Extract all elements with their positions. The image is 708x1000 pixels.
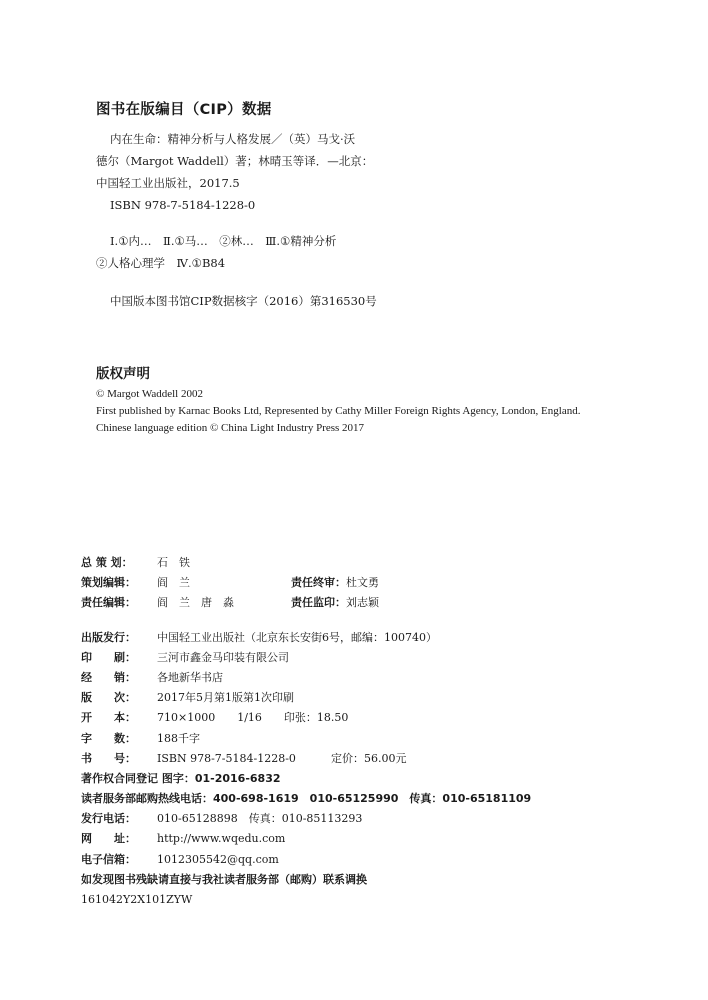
credit-value: 阎 兰 唐 淼 [157,596,234,610]
pub-printer [81,648,641,668]
credit-responsible-editor [81,593,641,613]
credit-label: 责任监印： [291,596,346,610]
pub-label: 字 数： [81,731,136,745]
credit-label: 责任编辑： [81,596,136,610]
pub-reader-service: 读者服务部邮购热线电话：400-698-1619 010-65125990 传真：010-65181109 [81,792,532,806]
pub-code: 161042Y2X101ZYW [81,893,193,906]
pub-defect-notice: 如发现图书残缺请直接与我社读者服务部（邮购）联系调换 [81,872,367,886]
credit-label: 责任终审： [291,576,346,590]
pub-label: 网 址： [81,832,136,846]
pub-value: 各地新华书店 [157,670,223,684]
credit-supervisor [291,593,379,613]
pub-label: 发行电话： [81,812,136,826]
cip-classification-2: ②人格心理学 Ⅳ.①B84 [96,256,226,270]
pub-value: 三河市鑫金马印装有限公司 [157,650,289,664]
credit-value: 刘志颖 [346,596,379,610]
cip-record [96,128,386,312]
credits-block [81,553,641,910]
pub-email [81,850,641,870]
pub-distribution-phone [81,809,641,829]
pub-value: 010-65128898 传真：010-85113293 [157,812,363,826]
pub-value: http://www.wqedu.com [157,832,286,846]
pub-distributor [81,668,641,688]
pub-isbn [81,749,641,769]
pub-label: 印 刷： [81,650,136,664]
pub-edition [81,688,641,708]
credit-value: 阎 兰 [157,576,190,590]
pub-value: 1012305542@qq.com [157,852,279,866]
credit-label: 总 策 划： [81,556,133,569]
credit-planning-editor [81,573,641,593]
pub-website [81,829,641,849]
credit-value: 石 铁 [157,556,190,569]
cip-line-publisher: 中国轻工业出版社，2017.5 [96,176,240,190]
credit-label: 策划编辑： [81,576,136,590]
pub-label: 电子信箱： [81,852,136,866]
pub-value: 中国轻工业出版社（北京东长安街6号，邮编：100740） [157,630,437,644]
pub-price: 定价：56.00元 [331,751,407,765]
pub-value: 710×1000 1/16 印张：18.50 [157,711,349,725]
cip-classification-1: Ⅰ.①内… Ⅱ.①马… ②林… Ⅲ.①精神分析 [110,234,337,248]
copyright-chinese-edition: Chinese language edition © China Light Industry Press 2017 [96,422,365,434]
copyright-owner: © Margot Waddell 2002 [96,388,203,400]
pub-contract-registration: 著作权合同登记 图字：01-2016-6832 [81,771,281,785]
credit-chief-planner [81,553,641,573]
copyright-statement [96,386,656,437]
pub-word-count [81,729,641,749]
pub-value: 2017年5月第1版第1次印刷 [157,691,294,705]
pub-format [81,708,641,728]
cip-verification: 中国版本图书馆CIP数据核字（2016）第316530号 [110,294,377,308]
pub-label: 出版发行： [81,630,136,644]
copyright-heading: 版权声明 [96,366,150,382]
cip-line-author: 德尔（Margot Waddell）著；林晴玉等译．—北京： [96,154,374,168]
pub-label: 书 号： [81,751,136,765]
cip-line-isbn: ISBN 978-7-5184-1228-0 [110,198,256,212]
pub-value: ISBN 978-7-5184-1228-0 [157,751,296,765]
cip-heading: 图书在版编目（CIP）数据 [96,102,272,118]
cip-line-title: 内在生命：精神分析与人格发展／（英）马戈·沃 [110,132,356,146]
credit-value: 杜文勇 [346,576,379,590]
pub-label: 版 次： [81,691,136,705]
pub-value: 188千字 [157,731,200,745]
credit-final-reviewer [291,573,379,593]
pub-label: 开 本： [81,711,136,725]
pub-publisher [81,628,641,648]
pub-label: 经 销： [81,670,136,684]
copyright-first-published: First published by Karnac Books Ltd, Represented by Cathy Miller Foreign Rights Agency, London, England. [96,405,581,417]
